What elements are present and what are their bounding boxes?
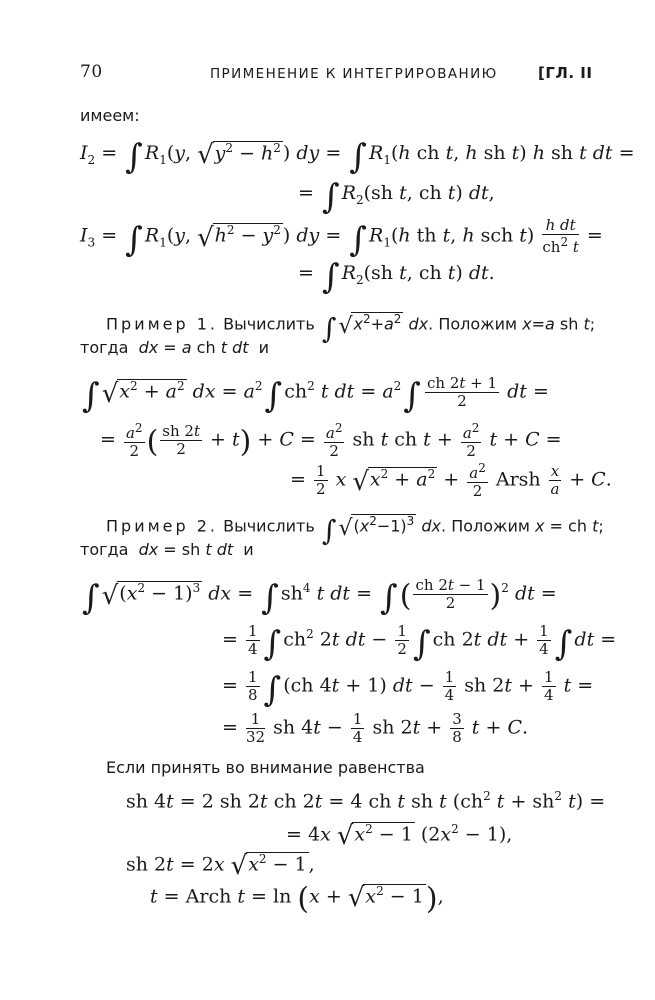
example2-label: Пример 2.: [106, 516, 219, 536]
equalities-intro: Если принять во внимание равенства: [106, 758, 425, 777]
identity-sh2t: sh 2t = 2x $√x^2 - 1$ ,: [126, 851, 315, 882]
example2-line3: = $\frac{1}{8}$ ∫ (ch 4t + 1) dt − $\frac{1}{4}$ sh 2t + $\frac{1}{4}$ t =: [222, 668, 594, 710]
example2-text: Вычислить: [223, 516, 315, 536]
example1-label: Пример 1.: [106, 314, 219, 334]
example2-then: тогда dx = sh t dt и: [80, 540, 254, 559]
page-number: 70: [80, 62, 103, 82]
formula-i2-line1: $I_2$ = ∫ $R_1(y$, $√y^2 - h^2$ ) dy = ∫ $R_1(h$ ch t, h sh t) h sh t dt =: [80, 137, 635, 177]
identity-sh4t-line2: = 4x $√x^2 - 1$ $(2x^2 - 1)$,: [286, 821, 513, 852]
and2-label: и: [243, 540, 254, 559]
chapter-marker: [ГЛ. II: [538, 64, 593, 82]
example1-sub: Положим: [438, 314, 518, 334]
example1-statement: Пример 1. Вычислить $\int√x^2+a^2$ dx. Положим x=a sh t;: [106, 312, 596, 346]
example2-line1: $\int√(x^2 - 1)^3$ dx = ∫ $sh^4$ t dt = ∫( $\frac{ch 2t - 1}{2}$ )$^2$ dt =: [82, 576, 557, 618]
then1-label: тогда: [80, 338, 129, 357]
then2-label: тогда: [80, 540, 129, 559]
formula-i2-line2: = ∫ $R_2(sh$ t, ch t) dt,: [298, 177, 495, 217]
identity-arch: t = Arch $t = \ln (x + √x^2 - 1)$,: [150, 881, 444, 917]
formula-i3-line1: $I_3$ = ∫ $R_1(y$, $√h^2 - y^2$ ) dy = ∫ $R_1(h$ th t, h sch t) $\frac{\text{h dt}}{ch^2 t}$ =: [80, 216, 603, 260]
example2-sub: Положим: [451, 516, 530, 536]
example2-line4: = $\frac{1}{32}$ sh 4t − $\frac{1}{4}$ sh 2t + $\frac{3}{8}$ t + C.: [222, 710, 529, 746]
intro-text: имеем:: [80, 106, 140, 125]
example2-line2: = $\frac{1}{4}$ ∫ $ch^2$ 2t dt − $\frac{1}{2}$ ∫ ch 2t dt + $\frac{1}{4}$ ∫ dt =: [222, 622, 617, 664]
example1-line1: $\int√x^2 + a^2$ dx = $a^2\int$ $ch^2$ t dt = $a^2\int$ $\frac{ch 2t + 1}{2}$ dt =: [82, 374, 549, 416]
example1-line3: = $\frac{1}{2}$ x $√x^2 + a^2$ + $\frac{a^2}{2}$ Arsh $\frac{x}{a}$ + C.: [290, 461, 612, 500]
identity-sh4t-line1: sh 4t = 2 sh 2t ch 2t = 4 ch t sh t ($ch^2$ $t + sh^2$ t) =: [126, 789, 606, 813]
example1-line2: = $\frac{a^2}{2}$ ( $\frac{sh 2t}{2}$ + t) + C = $\frac{a^2}{2}$ sh t ch t + $\frac{a^2}{2}$ t + C =: [100, 421, 562, 460]
and1-label: и: [258, 338, 270, 357]
example2-statement: Пример 2. Вычислить $\int√(x^2-1)^3$ dx. Положим x = ch t;: [106, 514, 604, 548]
example1-then: тогда dx = a ch t dt и: [80, 338, 270, 357]
example1-text: Вычислить: [223, 314, 315, 334]
running-title: ПРИМЕНЕНИЕ К ИНТЕГРИРОВАНИЮ: [210, 66, 498, 82]
formula-i3-line2: = ∫ $R_2(sh$ t, ch t) dt.: [298, 257, 495, 297]
